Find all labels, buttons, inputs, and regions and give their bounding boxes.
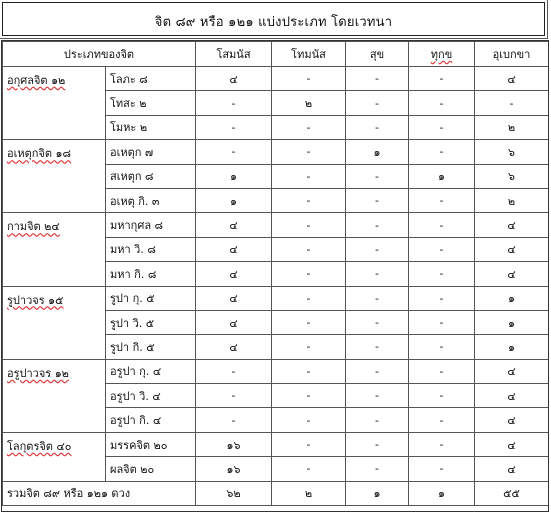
count-cell: -: [409, 310, 475, 334]
count-cell: -: [346, 262, 409, 286]
count-cell: -: [196, 359, 272, 383]
count-cell: -: [346, 115, 409, 139]
count-cell: ๔: [196, 67, 272, 91]
sub-type: รูปา กิ. ๕: [106, 335, 196, 359]
header-row: [3, 42, 549, 67]
count-cell: -: [409, 140, 475, 164]
count-cell: -: [346, 213, 409, 237]
count-cell: ๔: [475, 213, 549, 237]
total-value: ๑: [409, 481, 475, 505]
count-cell: ๔: [475, 432, 549, 456]
count-cell: -: [272, 359, 346, 383]
count-cell: ๔: [475, 67, 549, 91]
count-cell: -: [346, 359, 409, 383]
count-cell: -: [409, 67, 475, 91]
count-cell: ๖: [475, 140, 549, 164]
count-cell: -: [272, 140, 346, 164]
count-cell: -: [409, 188, 475, 212]
header-domanassa: โทมนัส: [272, 42, 346, 67]
sub-type: มหา กิ. ๘: [106, 262, 196, 286]
total-value: ๑: [346, 481, 409, 505]
count-cell: -: [346, 188, 409, 212]
count-cell: ๑: [409, 164, 475, 188]
count-cell: -: [272, 432, 346, 456]
count-cell: -: [272, 213, 346, 237]
count-cell: -: [346, 164, 409, 188]
count-cell: -: [272, 286, 346, 310]
count-cell: -: [346, 286, 409, 310]
count-cell: ๔: [196, 237, 272, 261]
count-cell: -: [346, 457, 409, 481]
table-row: [3, 140, 549, 164]
count-cell: ๔: [196, 335, 272, 359]
count-cell: ๑: [475, 335, 549, 359]
count-cell: ๑: [475, 310, 549, 334]
count-cell: ๑๖: [196, 432, 272, 456]
count-cell: ๔: [475, 359, 549, 383]
sub-type: มหา วิ. ๘: [106, 237, 196, 261]
count-cell: ๔: [475, 262, 549, 286]
count-cell: -: [196, 408, 272, 432]
sub-type: รูปา วิ. ๕: [106, 310, 196, 334]
count-cell: -: [409, 457, 475, 481]
header-dukkha: ทุกข: [409, 42, 475, 67]
table-title: จิต ๘๙ หรือ ๑๒๑ แบ่งประเภท โดยเวทนา: [154, 15, 393, 30]
count-cell: -: [346, 384, 409, 408]
header-somanassa: โสมนัส: [196, 42, 272, 67]
count-cell: -: [196, 384, 272, 408]
count-cell: ๖: [475, 164, 549, 188]
group-name: อรูปาวจร ๑๒: [3, 359, 106, 432]
count-cell: ๔: [196, 262, 272, 286]
count-cell: -: [409, 262, 475, 286]
count-cell: -: [196, 91, 272, 115]
count-cell: -: [409, 286, 475, 310]
count-cell: -: [346, 91, 409, 115]
sub-type: อรูปา กิ. ๔: [106, 408, 196, 432]
count-cell: -: [409, 432, 475, 456]
count-cell: -: [409, 213, 475, 237]
count-cell: -: [346, 67, 409, 91]
count-cell: ๒: [475, 188, 549, 212]
table-row: [3, 213, 549, 237]
group-name: กามจิต ๒๔: [3, 213, 106, 286]
total-value: ๕๕: [475, 481, 549, 505]
sub-type: สเหตุก ๘: [106, 164, 196, 188]
count-cell: -: [346, 237, 409, 261]
count-cell: -: [272, 408, 346, 432]
count-cell: -: [409, 335, 475, 359]
sub-type: อรูปา กุ. ๔: [106, 359, 196, 383]
group-name: โลกุตรจิต ๔๐: [3, 432, 106, 481]
table-row: [3, 286, 549, 310]
count-cell: -: [346, 432, 409, 456]
total-row: [3, 481, 549, 505]
count-cell: -: [272, 310, 346, 334]
count-cell: -: [272, 115, 346, 139]
count-cell: -: [272, 262, 346, 286]
table-row: [3, 359, 549, 383]
count-cell: ๔: [196, 213, 272, 237]
group-name: รูปาวจร ๑๕: [3, 286, 106, 359]
count-cell: -: [272, 335, 346, 359]
count-cell: -: [346, 335, 409, 359]
count-cell: ๔: [196, 310, 272, 334]
sub-type: มรรคจิต ๒๐: [106, 432, 196, 456]
count-cell: ๑๖: [196, 457, 272, 481]
group-name: อกุศลจิต ๑๒: [3, 67, 106, 140]
sub-type: ผลจิต ๒๐: [106, 457, 196, 481]
count-cell: ๔: [475, 457, 549, 481]
sub-type: อรูปา วิ. ๔: [106, 384, 196, 408]
sub-type: อเหตุ กิ. ๓: [106, 188, 196, 212]
count-cell: ๑: [196, 188, 272, 212]
count-cell: ๔: [475, 384, 549, 408]
count-cell: -: [196, 140, 272, 164]
count-cell: -: [272, 67, 346, 91]
sub-type: โทสะ ๒: [106, 91, 196, 115]
count-cell: -: [475, 91, 549, 115]
count-cell: ๑: [196, 164, 272, 188]
count-cell: -: [409, 359, 475, 383]
header-type: ประเภทของจิต: [3, 42, 196, 67]
count-cell: ๔: [475, 408, 549, 432]
count-cell: -: [409, 408, 475, 432]
count-cell: ๒: [475, 115, 549, 139]
count-cell: -: [272, 164, 346, 188]
count-cell: -: [196, 115, 272, 139]
count-cell: -: [409, 237, 475, 261]
count-cell: -: [409, 384, 475, 408]
total-value: ๒: [272, 481, 346, 505]
vedana-table: [2, 41, 549, 506]
count-cell: -: [272, 457, 346, 481]
sub-type: มหากุศล ๘: [106, 213, 196, 237]
group-name: อเหตุกจิต ๑๘: [3, 140, 106, 213]
count-cell: ๑: [475, 286, 549, 310]
count-cell: -: [272, 237, 346, 261]
count-cell: -: [272, 384, 346, 408]
count-cell: ๒: [272, 91, 346, 115]
count-cell: -: [346, 408, 409, 432]
sub-type: โลภะ ๘: [106, 67, 196, 91]
count-cell: -: [409, 91, 475, 115]
count-cell: -: [346, 310, 409, 334]
count-cell: -: [272, 188, 346, 212]
table-row: [3, 67, 549, 91]
count-cell: ๔: [475, 237, 549, 261]
sub-type: อเหตุก ๗: [106, 140, 196, 164]
total-label: รวมจิต ๘๙ หรือ ๑๒๑ ดวง: [3, 481, 196, 505]
count-cell: ๔: [196, 286, 272, 310]
count-cell: ๑: [346, 140, 409, 164]
title-box: [2, 2, 545, 36]
table-row: [3, 432, 549, 456]
header-sukha: สุข: [346, 42, 409, 67]
sub-type: โมหะ ๒: [106, 115, 196, 139]
total-value: ๖๒: [196, 481, 272, 505]
sub-type: รูปา กุ. ๕: [106, 286, 196, 310]
header-upekkha: อุเบกขา: [475, 42, 549, 67]
count-cell: -: [409, 115, 475, 139]
